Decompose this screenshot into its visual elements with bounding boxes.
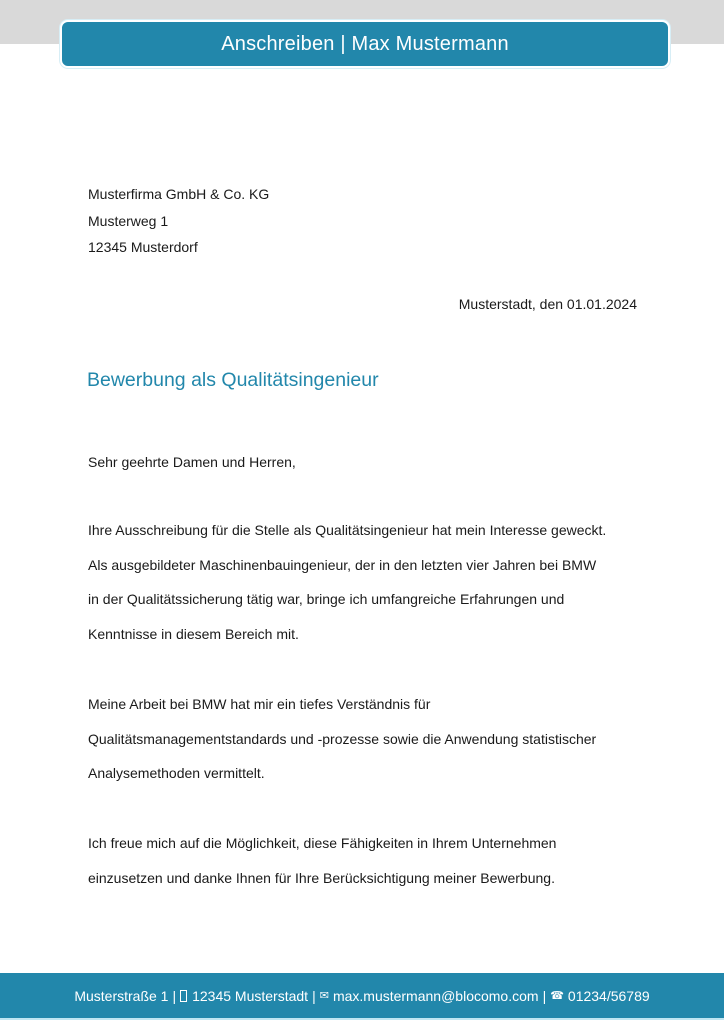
recipient-street: Musterweg 1 bbox=[88, 212, 169, 229]
footer-separator: | bbox=[312, 987, 316, 1004]
paragraph-line: Qualitätsmanagementstandards und -prozesse sowie die Anwendung statistischer bbox=[88, 730, 597, 747]
footer-contact-bar bbox=[0, 973, 724, 1020]
body-paragraph-3 bbox=[88, 826, 556, 895]
paragraph-line: Analysemethoden vermittelt. bbox=[88, 765, 265, 782]
footer-street: Musterstraße 1 bbox=[74, 987, 169, 1004]
paragraph-line: in der Qualitätssicherung tätig war, bringe ich umfangreiche Erfahrungen und bbox=[88, 591, 565, 608]
envelope-icon: ✉ bbox=[319, 990, 329, 1002]
telephone-icon: ☎ bbox=[550, 990, 564, 1002]
recipient-address bbox=[88, 181, 269, 261]
footer-phone: 01234/56789 bbox=[567, 987, 650, 1004]
date-line: Musterstadt, den 01.01.2024 bbox=[458, 296, 637, 312]
recipient-company: Musterfirma GmbH & Co. KG bbox=[88, 186, 270, 202]
paragraph-line: Ich freue mich auf die Möglichkeit, diese Fähigkeiten in Ihrem Unternehmen bbox=[88, 835, 557, 851]
footer-email[interactable]: max.mustermann@blocomo.com bbox=[332, 987, 539, 1004]
paragraph-line: Meine Arbeit bei BMW hat mir ein tiefes Verständnis für bbox=[88, 696, 431, 712]
footer-separator: | bbox=[172, 987, 177, 1004]
header-title: Anschreiben | Max Mustermann bbox=[221, 32, 509, 55]
body-paragraph-1 bbox=[88, 513, 606, 652]
footer-city: 12345 Musterstadt bbox=[192, 987, 309, 1004]
paragraph-line: Als ausgebildeter Maschinenbauingenieur, der in den letzten vier Jahren bei BMW bbox=[88, 556, 597, 573]
paragraph-line: einzusetzen und danke Ihnen für Ihre Berücksichtigung meiner Bewerbung. bbox=[88, 869, 555, 886]
paragraph-line: Ihre Ausschreibung für die Stelle als Qualitätsingenieur hat mein Interesse geweckt. bbox=[88, 522, 607, 538]
salutation: Sehr geehrte Damen und Herren, bbox=[88, 454, 296, 470]
paragraph-line: Kenntnisse in diesem Bereich mit. bbox=[88, 626, 299, 643]
missing-glyph-box-icon bbox=[180, 990, 187, 1002]
subject-heading: Bewerbung als Qualitätsingenieur bbox=[87, 369, 379, 391]
footer-separator: | bbox=[542, 987, 547, 1004]
header-banner bbox=[60, 20, 670, 68]
recipient-city: 12345 Musterdorf bbox=[88, 239, 198, 255]
body-paragraph-2 bbox=[88, 687, 596, 791]
